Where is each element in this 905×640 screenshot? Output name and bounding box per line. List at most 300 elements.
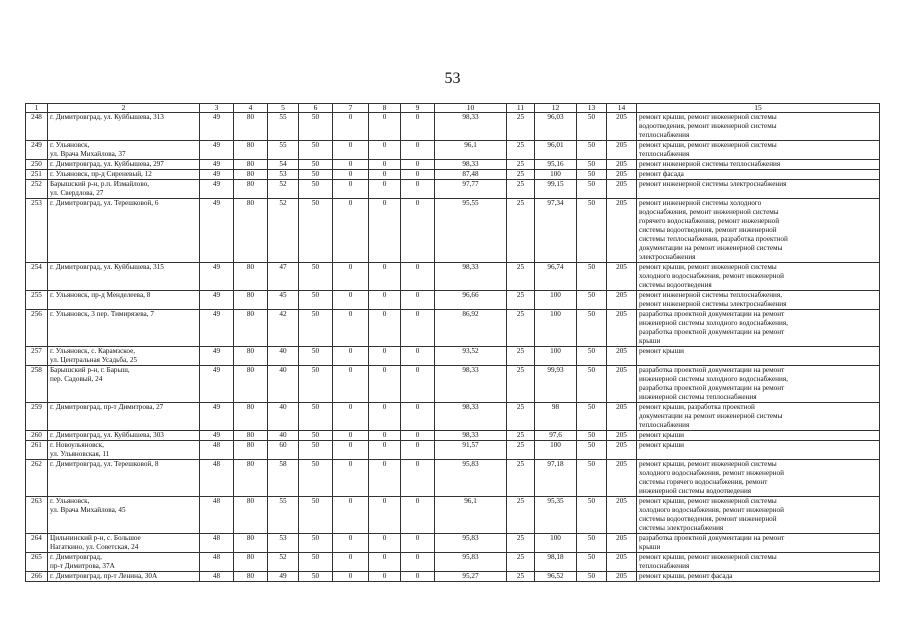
value-cell-4: 80	[234, 180, 268, 199]
value-cell-14: 205	[607, 460, 637, 497]
value-cell-8: 0	[369, 113, 401, 141]
value-cell-13: 50	[577, 534, 607, 553]
value-cell-8: 0	[369, 263, 401, 291]
work-line: инженерной системы холодного водоснабжения,	[639, 375, 788, 383]
value-cell-4: 80	[234, 553, 268, 572]
value-cell-4: 80	[234, 310, 268, 347]
value-cell-14: 205	[607, 403, 637, 431]
work-line: ремонт крыши, ремонт инженерной системы	[639, 113, 777, 121]
value-cell-5: 40	[268, 347, 299, 366]
column-header-12: 12	[535, 104, 577, 113]
work-description-cell	[637, 553, 880, 572]
value-cell-12: 100	[535, 170, 577, 180]
value-cell-5: 40	[268, 431, 299, 441]
value-cell-8: 0	[369, 291, 401, 310]
value-cell-8: 0	[369, 431, 401, 441]
value-cell-14: 205	[607, 263, 637, 291]
value-cell-13: 50	[577, 113, 607, 141]
row-number: 249	[26, 141, 48, 160]
work-line: теплоснабжения	[639, 421, 690, 429]
value-cell-14: 205	[607, 170, 637, 180]
value-cell-4: 80	[234, 170, 268, 180]
value-cell-10: 98,33	[435, 113, 507, 141]
table-header	[26, 104, 880, 113]
value-cell-11: 25	[507, 310, 535, 347]
value-cell-12: 100	[535, 347, 577, 366]
value-cell-4: 80	[234, 572, 268, 582]
work-line: системы теплоснабжения, разработка проектной	[639, 235, 788, 243]
value-cell-9: 0	[401, 141, 435, 160]
value-cell-11: 25	[507, 170, 535, 180]
value-cell-4: 80	[234, 441, 268, 460]
value-cell-3: 49	[200, 160, 234, 170]
value-cell-7: 0	[333, 170, 369, 180]
value-cell-7: 0	[333, 534, 369, 553]
work-line: ремонт инженерной системы теплоснабжения	[639, 160, 781, 168]
work-line: инженерной системы холодного водоснабжения,	[639, 319, 788, 327]
table-row	[26, 366, 880, 403]
work-line: ремонт инженерной системы электроснабжения	[639, 300, 787, 308]
work-description-cell	[637, 310, 880, 347]
column-header-11: 11	[507, 104, 535, 113]
value-cell-12: 98	[535, 403, 577, 431]
work-description-cell	[637, 460, 880, 497]
value-cell-8: 0	[369, 441, 401, 460]
value-cell-5: 60	[268, 441, 299, 460]
value-cell-6: 50	[299, 403, 333, 431]
value-cell-4: 80	[234, 291, 268, 310]
value-cell-7: 0	[333, 403, 369, 431]
table-row	[26, 534, 880, 553]
address-cell	[48, 366, 200, 403]
value-cell-9: 0	[401, 572, 435, 582]
address-cell	[48, 291, 200, 310]
work-description-cell	[637, 431, 880, 441]
row-number: 258	[26, 366, 48, 403]
value-cell-11: 25	[507, 263, 535, 291]
value-cell-11: 25	[507, 497, 535, 534]
table-row	[26, 310, 880, 347]
value-cell-5: 52	[268, 180, 299, 199]
value-cell-11: 25	[507, 366, 535, 403]
work-line: ремонт инженерной системы холодного	[639, 199, 762, 207]
value-cell-12: 99,15	[535, 180, 577, 199]
address-cell	[48, 170, 200, 180]
work-description-cell	[637, 291, 880, 310]
work-line: водоснабжения, ремонт инженерной системы	[639, 208, 779, 216]
work-line: разработка проектной документации на ремонт	[639, 384, 785, 392]
address-cell	[48, 199, 200, 263]
value-cell-4: 80	[234, 347, 268, 366]
work-line: разработка проектной документации на ремонт	[639, 328, 785, 336]
value-cell-14: 205	[607, 534, 637, 553]
value-cell-5: 53	[268, 534, 299, 553]
row-number: 257	[26, 347, 48, 366]
work-line: системы горячего водоснабжения, ремонт	[639, 478, 768, 486]
address-cell	[48, 441, 200, 460]
value-cell-8: 0	[369, 160, 401, 170]
column-header-2: 2	[48, 104, 200, 113]
value-cell-10: 96,66	[435, 291, 507, 310]
value-cell-12: 98,18	[535, 553, 577, 572]
value-cell-6: 50	[299, 366, 333, 403]
value-cell-4: 80	[234, 403, 268, 431]
address-cell	[48, 403, 200, 431]
address-line: ул. Центральная Усадьба, 25	[50, 356, 138, 364]
value-cell-9: 0	[401, 180, 435, 199]
work-line: разработка проектной документации на ремонт	[639, 534, 785, 542]
value-cell-4: 80	[234, 199, 268, 263]
value-cell-3: 49	[200, 141, 234, 160]
column-header-10: 10	[435, 104, 507, 113]
value-cell-11: 25	[507, 431, 535, 441]
value-cell-10: 91,57	[435, 441, 507, 460]
value-cell-8: 0	[369, 310, 401, 347]
work-line: теплоснабжения	[639, 150, 690, 158]
column-header-15: 15	[637, 104, 880, 113]
address-line: г. Димитровград,	[50, 553, 102, 561]
address-line: г. Ульяновск,	[50, 497, 90, 505]
address-line: г. Димитровград, ул. Терешковой, 6	[50, 199, 159, 207]
value-cell-3: 48	[200, 497, 234, 534]
work-line: ремонт крыши, ремонт инженерной системы	[639, 497, 777, 505]
row-number: 264	[26, 534, 48, 553]
row-number: 262	[26, 460, 48, 497]
column-header-7: 7	[333, 104, 369, 113]
address-cell	[48, 310, 200, 347]
value-cell-6: 50	[299, 534, 333, 553]
value-cell-13: 50	[577, 441, 607, 460]
value-cell-10: 95,27	[435, 572, 507, 582]
value-cell-5: 53	[268, 170, 299, 180]
value-cell-5: 47	[268, 263, 299, 291]
table-row	[26, 291, 880, 310]
value-cell-6: 50	[299, 497, 333, 534]
table-row	[26, 460, 880, 497]
address-line: г. Димитровград, ул. Куйбышева, 313	[50, 113, 164, 121]
value-cell-13: 50	[577, 431, 607, 441]
address-line: пер. Садовый, 24	[50, 375, 103, 383]
value-cell-13: 50	[577, 263, 607, 291]
value-cell-3: 49	[200, 170, 234, 180]
value-cell-13: 50	[577, 403, 607, 431]
value-cell-10: 95,83	[435, 534, 507, 553]
buildings-table	[25, 103, 880, 582]
work-description-cell	[637, 180, 880, 199]
value-cell-10: 95,83	[435, 553, 507, 572]
value-cell-10: 93,52	[435, 347, 507, 366]
value-cell-7: 0	[333, 141, 369, 160]
value-cell-12: 97,6	[535, 431, 577, 441]
value-cell-3: 49	[200, 263, 234, 291]
row-number: 256	[26, 310, 48, 347]
value-cell-6: 50	[299, 263, 333, 291]
value-cell-11: 25	[507, 403, 535, 431]
value-cell-3: 49	[200, 347, 234, 366]
address-line: г. Димитровград, ул. Терешковой, 8	[50, 460, 159, 468]
work-line: ремонт крыши, ремонт инженерной системы	[639, 553, 777, 561]
work-line: разработка проектной документации на ремонт	[639, 310, 785, 318]
table-row	[26, 160, 880, 170]
value-cell-9: 0	[401, 534, 435, 553]
value-cell-4: 80	[234, 141, 268, 160]
work-line: документации на ремонт инженерной системы	[639, 244, 783, 252]
value-cell-10: 98,33	[435, 160, 507, 170]
address-cell	[48, 141, 200, 160]
address-line: г. Димитровград, ул. Куйбышева, 297	[50, 160, 164, 168]
value-cell-11: 25	[507, 141, 535, 160]
value-cell-7: 0	[333, 441, 369, 460]
value-cell-4: 80	[234, 534, 268, 553]
value-cell-11: 25	[507, 460, 535, 497]
value-cell-14: 205	[607, 180, 637, 199]
value-cell-12: 96,01	[535, 141, 577, 160]
value-cell-7: 0	[333, 263, 369, 291]
table-row	[26, 199, 880, 263]
value-cell-4: 80	[234, 160, 268, 170]
value-cell-7: 0	[333, 553, 369, 572]
value-cell-11: 25	[507, 291, 535, 310]
work-description-cell	[637, 199, 880, 263]
work-line: ремонт инженерной системы электроснабжения	[639, 180, 787, 188]
work-line: документации на ремонт инженерной системы	[639, 412, 783, 420]
value-cell-5: 54	[268, 160, 299, 170]
value-cell-5: 45	[268, 291, 299, 310]
work-line: ремонт крыши	[639, 431, 685, 439]
value-cell-7: 0	[333, 199, 369, 263]
value-cell-3: 49	[200, 366, 234, 403]
work-line: ремонт крыши, ремонт инженерной системы	[639, 141, 777, 149]
address-line: г. Ульяновск, с. Карамзское,	[50, 347, 136, 355]
address-line: Барышский р-н, г. Барыш,	[50, 366, 130, 374]
value-cell-7: 0	[333, 431, 369, 441]
value-cell-7: 0	[333, 347, 369, 366]
work-line: холодного водоснабжения, ремонт инженерной	[639, 272, 784, 280]
address-cell	[48, 263, 200, 291]
address-line: ул. Ульяновская, 11	[50, 450, 110, 458]
work-description-cell	[637, 160, 880, 170]
address-cell	[48, 553, 200, 572]
address-line: Барышский р-н, р.п. Измайлово,	[50, 180, 150, 188]
column-header-14: 14	[607, 104, 637, 113]
value-cell-14: 205	[607, 113, 637, 141]
address-cell	[48, 431, 200, 441]
value-cell-12: 100	[535, 310, 577, 347]
value-cell-13: 50	[577, 291, 607, 310]
work-line: системы водоотведения	[639, 281, 712, 289]
value-cell-10: 98,33	[435, 366, 507, 403]
work-line: ремонт крыши, ремонт инженерной системы	[639, 263, 777, 271]
address-line: ул. Врача Михайлова, 45	[50, 506, 126, 514]
value-cell-5: 40	[268, 366, 299, 403]
value-cell-14: 205	[607, 553, 637, 572]
value-cell-12: 95,35	[535, 497, 577, 534]
value-cell-14: 205	[607, 366, 637, 403]
row-number: 263	[26, 497, 48, 534]
table-row	[26, 113, 880, 141]
work-line: ремонт крыши	[639, 441, 685, 449]
work-line: горячего водоснабжения, ремонт инженерной	[639, 217, 780, 225]
row-number: 265	[26, 553, 48, 572]
value-cell-4: 80	[234, 497, 268, 534]
table-row	[26, 347, 880, 366]
table-row	[26, 170, 880, 180]
value-cell-9: 0	[401, 113, 435, 141]
value-cell-9: 0	[401, 310, 435, 347]
value-cell-13: 50	[577, 572, 607, 582]
value-cell-12: 96,74	[535, 263, 577, 291]
value-cell-6: 50	[299, 572, 333, 582]
work-line: теплоснабжения	[639, 562, 690, 570]
address-cell	[48, 497, 200, 534]
value-cell-5: 49	[268, 572, 299, 582]
row-number: 253	[26, 199, 48, 263]
value-cell-9: 0	[401, 460, 435, 497]
value-cell-9: 0	[401, 170, 435, 180]
work-line: водоотведения, ремонт инженерной системы	[639, 122, 777, 130]
value-cell-10: 95,83	[435, 460, 507, 497]
value-cell-13: 50	[577, 199, 607, 263]
value-cell-11: 25	[507, 113, 535, 141]
value-cell-8: 0	[369, 553, 401, 572]
table-row	[26, 403, 880, 431]
address-cell	[48, 180, 200, 199]
value-cell-12: 100	[535, 291, 577, 310]
value-cell-9: 0	[401, 441, 435, 460]
value-cell-13: 50	[577, 310, 607, 347]
value-cell-7: 0	[333, 572, 369, 582]
address-line: г. Ульяновск, 3 пер. Тимирязева, 7	[50, 310, 154, 318]
address-cell	[48, 534, 200, 553]
value-cell-14: 205	[607, 572, 637, 582]
work-line: системы водоотведения, ремонт инженерной	[639, 515, 777, 523]
work-line: электроснабжения	[639, 253, 696, 261]
address-line: г. Димитровград, пр-т Димитрова, 27	[50, 403, 164, 411]
address-line: г. Ульяновск, пр-д Сиреневый, 12	[50, 170, 152, 178]
value-cell-14: 205	[607, 441, 637, 460]
address-line: г. Димитровград, ул. Куйбышева, 315	[50, 263, 164, 271]
work-line: разработка проектной документации на ремонт	[639, 366, 785, 374]
value-cell-7: 0	[333, 310, 369, 347]
work-description-cell	[637, 263, 880, 291]
value-cell-12: 97,18	[535, 460, 577, 497]
work-line: инженерной системы водоотведения	[639, 487, 752, 495]
row-number: 251	[26, 170, 48, 180]
value-cell-6: 50	[299, 180, 333, 199]
value-cell-4: 80	[234, 460, 268, 497]
value-cell-6: 50	[299, 310, 333, 347]
value-cell-8: 0	[369, 497, 401, 534]
value-cell-8: 0	[369, 347, 401, 366]
address-line: Нагаткино, ул. Советская, 24	[50, 543, 139, 551]
column-header-9: 9	[401, 104, 435, 113]
value-cell-7: 0	[333, 113, 369, 141]
table-row	[26, 141, 880, 160]
value-cell-14: 205	[607, 431, 637, 441]
value-cell-11: 25	[507, 347, 535, 366]
value-cell-13: 50	[577, 141, 607, 160]
table-row	[26, 263, 880, 291]
table-row	[26, 441, 880, 460]
value-cell-14: 205	[607, 199, 637, 263]
value-cell-5: 55	[268, 497, 299, 534]
column-header-1: 1	[26, 104, 48, 113]
work-description-cell	[637, 170, 880, 180]
address-line: пр-т Димитрова, 37А	[50, 562, 115, 570]
value-cell-13: 50	[577, 160, 607, 170]
value-cell-5: 58	[268, 460, 299, 497]
value-cell-14: 205	[607, 141, 637, 160]
work-line: крыши	[639, 543, 661, 551]
address-line: г. Димитровград, пр-т Ленина, 30А	[50, 572, 158, 580]
work-description-cell	[637, 141, 880, 160]
value-cell-9: 0	[401, 553, 435, 572]
value-cell-12: 100	[535, 441, 577, 460]
value-cell-10: 96,1	[435, 497, 507, 534]
work-line: системы электроснабжения	[639, 524, 724, 532]
address-cell	[48, 572, 200, 582]
value-cell-11: 25	[507, 180, 535, 199]
column-header-3: 3	[200, 104, 234, 113]
work-description-cell	[637, 403, 880, 431]
value-cell-8: 0	[369, 180, 401, 199]
value-cell-13: 50	[577, 347, 607, 366]
value-cell-6: 50	[299, 347, 333, 366]
value-cell-5: 52	[268, 199, 299, 263]
work-description-cell	[637, 572, 880, 582]
value-cell-8: 0	[369, 403, 401, 431]
table-row	[26, 553, 880, 572]
value-cell-4: 80	[234, 431, 268, 441]
value-cell-9: 0	[401, 366, 435, 403]
column-header-5: 5	[268, 104, 299, 113]
value-cell-7: 0	[333, 180, 369, 199]
value-cell-12: 99,93	[535, 366, 577, 403]
value-cell-3: 49	[200, 199, 234, 263]
work-line: ремонт крыши	[639, 347, 685, 355]
value-cell-9: 0	[401, 347, 435, 366]
value-cell-12: 97,34	[535, 199, 577, 263]
value-cell-13: 50	[577, 180, 607, 199]
work-line: системы водоотведения, ремонт инженерной	[639, 226, 777, 234]
value-cell-7: 0	[333, 160, 369, 170]
value-cell-4: 80	[234, 263, 268, 291]
value-cell-12: 95,16	[535, 160, 577, 170]
address-line: г. Ульяновск, пр-д Менделеева, 8	[50, 291, 151, 299]
address-cell	[48, 347, 200, 366]
value-cell-12: 96,03	[535, 113, 577, 141]
value-cell-10: 95,55	[435, 199, 507, 263]
address-cell	[48, 113, 200, 141]
value-cell-14: 205	[607, 497, 637, 534]
value-cell-6: 50	[299, 553, 333, 572]
address-line: г. Димитровград, ул. Куйбышева, 303	[50, 431, 164, 439]
value-cell-9: 0	[401, 291, 435, 310]
value-cell-12: 100	[535, 534, 577, 553]
value-cell-10: 87,48	[435, 170, 507, 180]
value-cell-11: 25	[507, 534, 535, 553]
value-cell-6: 50	[299, 199, 333, 263]
value-cell-6: 50	[299, 441, 333, 460]
work-description-cell	[637, 534, 880, 553]
value-cell-5: 52	[268, 553, 299, 572]
value-cell-6: 50	[299, 431, 333, 441]
work-line: ремонт крыши, разработка проектной	[639, 403, 755, 411]
value-cell-3: 48	[200, 441, 234, 460]
value-cell-9: 0	[401, 431, 435, 441]
value-cell-11: 25	[507, 441, 535, 460]
value-cell-5: 40	[268, 403, 299, 431]
